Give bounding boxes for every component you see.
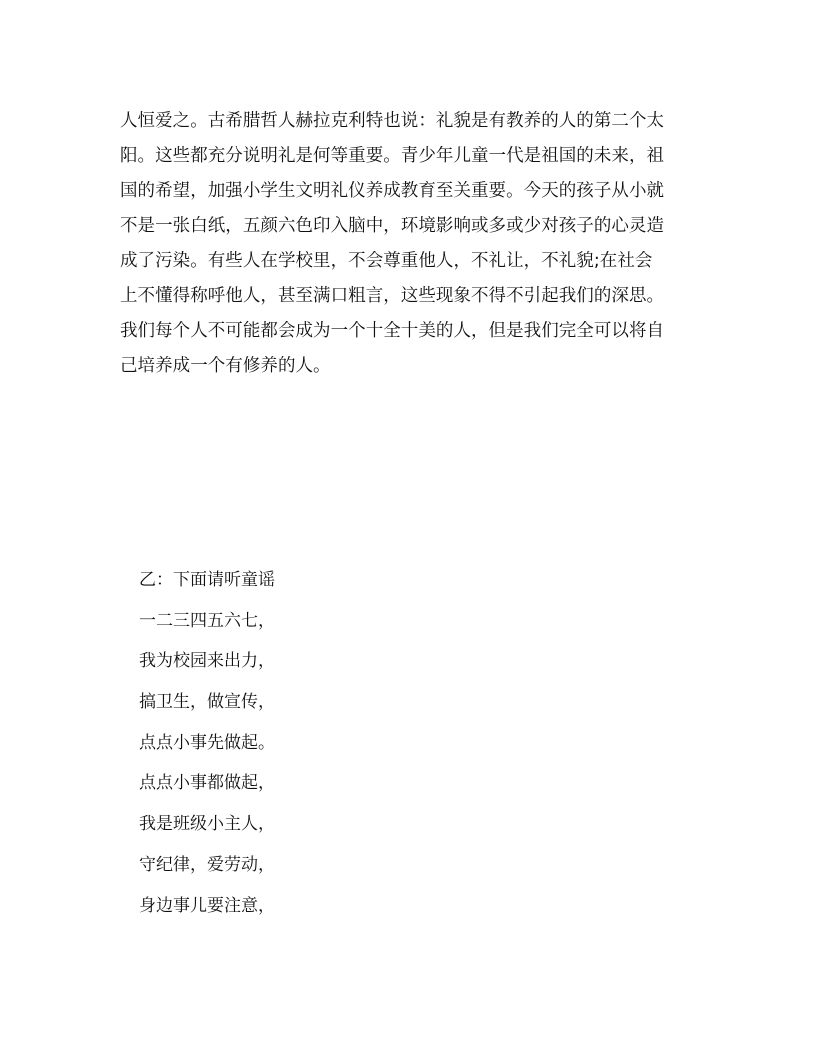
- rhyme-line: 点点小事都做起，: [139, 773, 275, 794]
- rhyme-line: 我为校园来出力，: [139, 651, 275, 672]
- nursery-rhyme: [139, 560, 639, 926]
- paragraph-line: 阳。这些都充分说明礼是何等重要。青少年儿童一代是祖国的未来，祖: [120, 146, 665, 166]
- paragraph-line: 成了污染。有些人在学校里，不会尊重他人，不礼让，不礼貌;在社会: [120, 251, 653, 271]
- paragraph-line: 国的希望，加强小学生文明礼仪养成教育至关重要。今天的孩子从小就: [120, 181, 665, 201]
- rhyme-line: 搞卫生，做宣传，: [139, 692, 275, 713]
- body-paragraph: [120, 104, 705, 384]
- rhyme-line: 守纪律，爱劳动，: [139, 854, 275, 875]
- rhyme-intro: 乙：下面请听童谣: [139, 570, 275, 590]
- paragraph-line: 己培养成一个有修养的人。: [120, 356, 331, 376]
- paragraph-line: 不是一张白纸，五颜六色印入脑中，环境影响或多或少对孩子的心灵造: [120, 216, 665, 236]
- rhyme-line: 我是班级小主人，: [139, 814, 275, 835]
- paragraph-line: 人恒爱之。古希腊哲人赫拉克利特也说：礼貌是有教养的人的第二个太: [120, 111, 665, 131]
- rhyme-line: 点点小事先做起。: [139, 732, 275, 753]
- rhyme-line: 一二三四五六七，: [139, 610, 275, 631]
- rhyme-line: 身边事儿要注意，: [139, 895, 275, 916]
- paragraph-line: 我们每个人不可能都会成为一个十全十美的人，但是我们完全可以将自: [120, 321, 665, 341]
- paragraph-line: 上不懂得称呼他人，甚至满口粗言，这些现象不得不引起我们的深思。: [120, 286, 665, 306]
